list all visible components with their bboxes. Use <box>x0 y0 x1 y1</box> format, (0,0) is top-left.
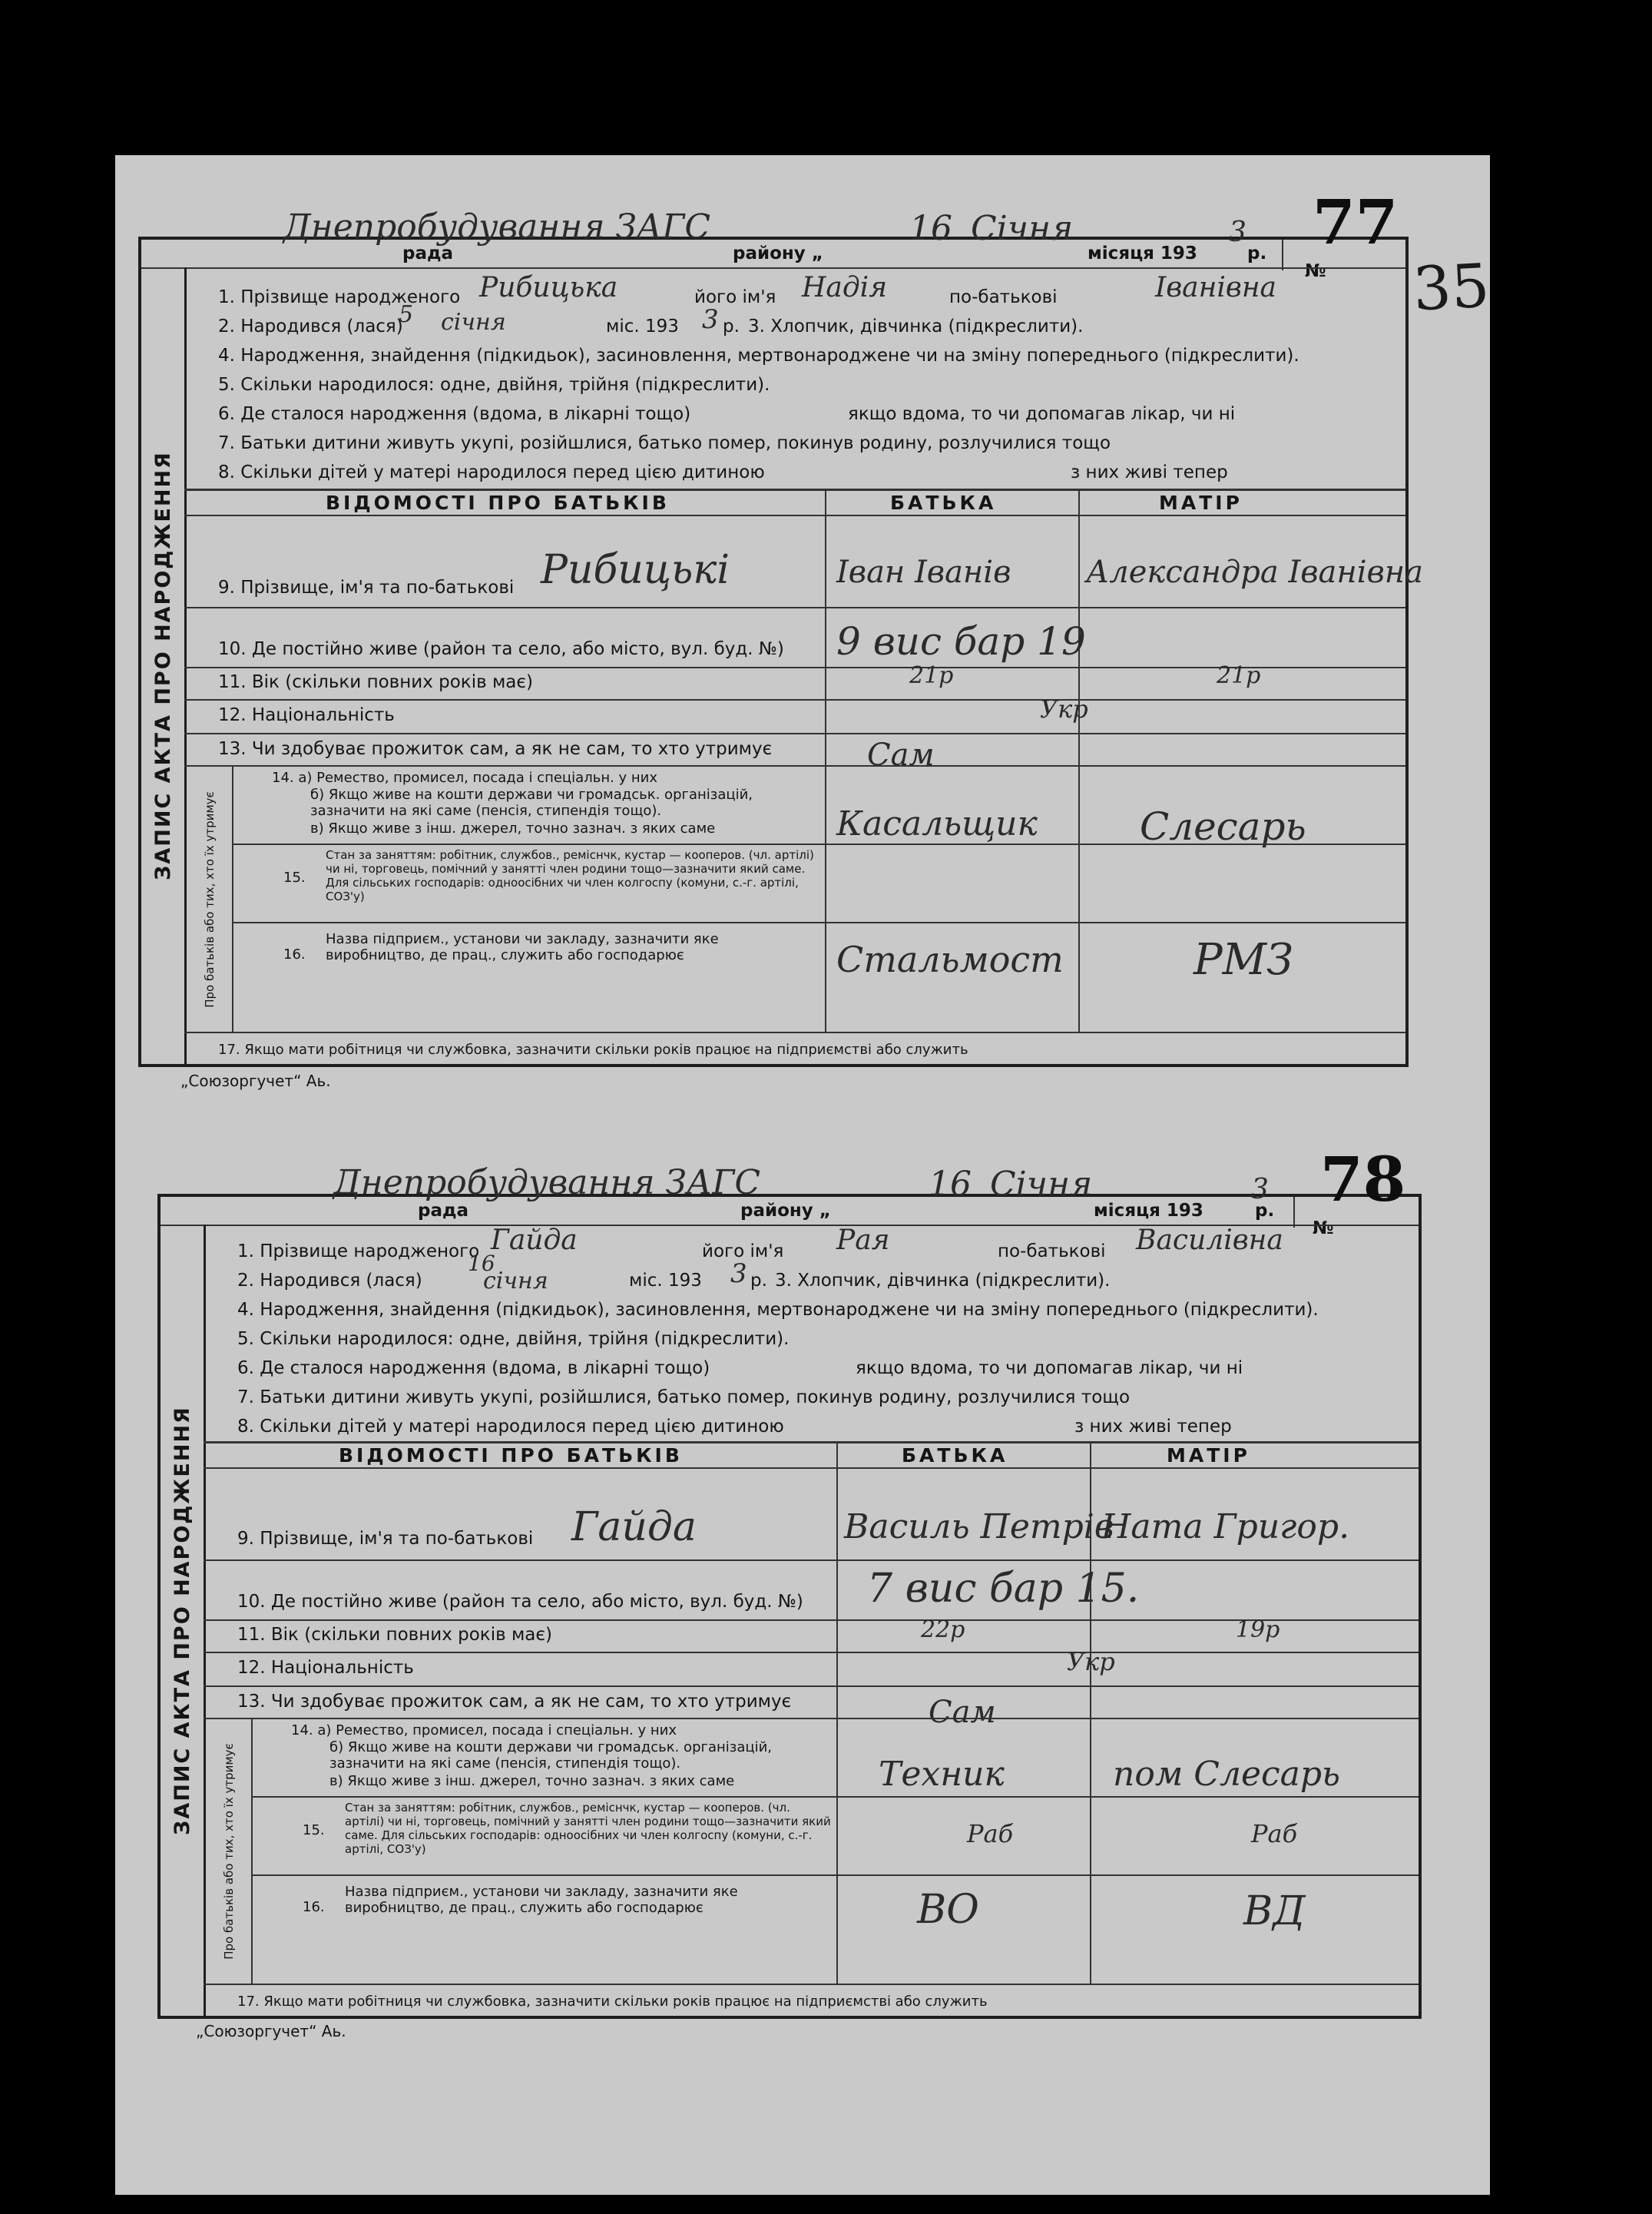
line-1-label: 1. Прізвище народженого <box>237 1241 480 1261</box>
row-9-label: 9. Прізвище, ім'я та по-батькові <box>237 1529 534 1549</box>
line-2-label: 2. Народився (лася) <box>218 317 403 336</box>
table-header-info: ВІДОМОСТІ ПРО БАТЬКІВ <box>326 492 670 514</box>
line-6-label: 6. Де сталося народження (вдома, в лікарні тощо) <box>237 1358 710 1378</box>
row-15-label: Стан за заняттям: робітник, службов., реміснчк, кустар — кооперов. (чл. артілі) чи ні, торговець, помічний у занятті член родини тощо—зазначити який саме. Для сільських господарів: одноосібних чи член колгоспу (комуни, с.-г. артілі, СОЗ'у) <box>345 1801 831 1856</box>
birth-record-form <box>157 1143 1422 2019</box>
hw-child-surname: Рибицька <box>479 272 618 303</box>
line-2-mis: міс. 193 <box>629 1271 702 1291</box>
line-6b-label: якщо вдома, то чи допомагав лікар, чи ні <box>856 1358 1243 1378</box>
page-number: 35 <box>1411 251 1491 325</box>
row-13-label: 13. Чи здобуває прожиток сам, а як не сам, то хто утримує <box>218 739 773 759</box>
line-8-label: 8. Скільки дітей у матері народилося перед цією дитиною <box>237 1417 784 1437</box>
line-6b-label: якщо вдома, то чи допомагав лікар, чи ні <box>848 404 1236 424</box>
row-16-label: Назва підприєм., установи чи закладу, зазначити яке виробництво, де прац., служить або господарює <box>345 1884 738 1916</box>
hw-child-name: Рая <box>836 1225 890 1256</box>
row-11-label: 11. Вік (скільки повних років має) <box>237 1625 553 1645</box>
line-2-label: 2. Народився (лася) <box>237 1271 422 1291</box>
hw-father-name: Василь Петрів <box>844 1507 1114 1546</box>
hw-mother-name: Ната Григор. <box>1101 1507 1350 1546</box>
hw-mother-age: 19р <box>1236 1616 1280 1643</box>
line-2-p: р. <box>750 1271 767 1291</box>
header-raion-label: району „ <box>740 1201 831 1221</box>
hw-family-surname: Рибицькі <box>541 547 730 593</box>
hw-mother-age: 21р <box>1217 662 1261 689</box>
row-14c-label: в) Якщо живе з інш. джерел, точно зазнач. з яких саме <box>329 1773 735 1789</box>
hw-nationality: Укр <box>1040 694 1088 724</box>
row-16-num: 16. <box>283 946 306 963</box>
birth-record-form <box>138 186 1423 1067</box>
line-8-label: 8. Скільки дітей у матері народилося перед цією дитиною <box>218 462 765 482</box>
hw-father-age: 22р <box>921 1616 965 1643</box>
row-14a-label: 14. а) Ремество, промисел, посада і спеціальн. у них <box>272 770 658 786</box>
vertical-title-column <box>141 267 187 1064</box>
line-5-label: 5. Скільки народилося: одне, двійня, трійня (підкреслити). <box>218 375 770 395</box>
hw-born-year: 3 <box>702 304 719 335</box>
hw-father-age: 21р <box>909 662 954 689</box>
vertical-subtitle: Про батьків або тих, хто їх утримує <box>222 1743 237 1960</box>
hw-mother-occupation: Слесарь <box>1140 804 1306 849</box>
hw-child-patronymic: Василівна <box>1136 1225 1283 1256</box>
table-header-info: ВІДОМОСТІ ПРО БАТЬКІВ <box>339 1444 683 1467</box>
line-4-label: 4. Народження, знайдення (підкидьок), засиновлення, мертвонароджене чи на зміну попереднього (підкреслити). <box>237 1300 1319 1320</box>
hw-header-year: 3 <box>1229 217 1246 248</box>
footer-printer-mark: „Союзоргучет“ Аь. <box>196 2022 346 2040</box>
hw-header-place: Днепробудування ЗАГС <box>283 207 711 247</box>
hw-born-day: 5 <box>399 301 414 328</box>
header-no-label: № <box>1313 1218 1334 1238</box>
header-rada-label: рада <box>418 1201 469 1221</box>
hw-nationality: Укр <box>1067 1647 1115 1676</box>
table-header-father: БАТЬКА <box>890 492 997 514</box>
hw-father-workplace: Стальмост <box>836 939 1064 980</box>
line-1-patr-label: по-батькові <box>998 1241 1106 1261</box>
vertical-title: ЗАПИС АКТА ПРО НАРОДЖЕННЯ <box>170 1405 194 1835</box>
line-7-label: 7. Батьки дитини живуть укупі, розійшлися, батько помер, покинув родину, розлучилися тощо <box>218 433 1111 453</box>
line-2-mis: міс. 193 <box>606 317 679 336</box>
hw-born-day: 16 <box>468 1251 495 1276</box>
hw-mother-workplace: ВД <box>1243 1888 1306 1934</box>
row-11-label: 11. Вік (скільки повних років має) <box>218 672 534 692</box>
hw-header-day: 16 <box>929 1165 972 1204</box>
hw-father-status: Раб <box>967 1819 1014 1848</box>
hw-address: 7 вис бар 15. <box>867 1566 1140 1612</box>
header-rada-label: рада <box>402 244 454 263</box>
hw-child-surname: Гайда <box>491 1225 578 1256</box>
hw-header-place: Днепробудування ЗАГС <box>333 1163 761 1202</box>
header-no-label: № <box>1305 261 1326 281</box>
hw-child-patronymic: Іванівна <box>1155 272 1276 303</box>
line-2-p: р. <box>723 317 740 336</box>
line-7-label: 7. Батьки дитини живуть укупі, розійшлися, батько помер, покинув родину, розлучилися тощо <box>237 1387 1131 1407</box>
table-header-mother: МАТІР <box>1159 492 1243 514</box>
header-raion-label: району „ <box>733 244 823 263</box>
row-15-num: 15. <box>303 1822 325 1838</box>
hw-father-name: Іван Іванів <box>836 555 1011 590</box>
hw-father-workplace: ВО <box>917 1887 979 1933</box>
vertical-title: ЗАПИС АКТА ПРО НАРОДЖЕННЯ <box>151 451 175 880</box>
line-5-label: 5. Скільки народилося: одне, двійня, трійня (підкреслити). <box>237 1329 790 1349</box>
row-15-num: 15. <box>283 870 306 886</box>
hw-mother-occupation: пом Слесарь <box>1113 1755 1341 1794</box>
hw-born-year: 3 <box>730 1258 747 1289</box>
row-16-num: 16. <box>303 1899 325 1915</box>
hw-mother-status: Раб <box>1251 1819 1298 1848</box>
row-17-label: 17. Якщо мати робітниця чи службовка, зазначити скільки років працює на підприємстві або служить <box>237 1994 988 2010</box>
row-9-label: 9. Прізвище, ім'я та по-батькові <box>218 578 515 598</box>
row-14a-label: 14. а) Ремество, промисел, посада і спеціальн. у них <box>291 1722 677 1738</box>
vertical-subtitle: Про батьків або тих, хто їх утримує <box>203 790 217 1008</box>
row-16-label: Назва підприєм., установи чи закладу, зазначити яке виробництво, де прац., служить або господарює <box>326 931 719 963</box>
line-3-label: 3. Хлопчик, дівчинка (підкреслити). <box>748 317 1084 336</box>
row-10-label: 10. Де постійно живе (район та село, або місто, вул. буд. №) <box>218 639 784 659</box>
hw-address: 9 вис бар 19 <box>836 619 1086 664</box>
row-15-label: Стан за заняттям: робітник, службов., реміснчк, кустар — кооперов. (чл. артілі) чи ні, торговець, помічний у занятті член родини тощо—зазначити який саме. Для сільських господарів: одноосібних чи член колгоспу (комуни, с.-г. артілі, СОЗ'у) <box>326 848 814 903</box>
header-year-suffix: р. <box>1255 1201 1275 1221</box>
hw-father-occupation: Касальщик <box>836 804 1038 844</box>
line-6-label: 6. Де сталося народження (вдома, в лікарні тощо) <box>218 404 691 424</box>
row-12-label: 12. Національність <box>218 705 395 725</box>
vertical-subtitle-column <box>207 1718 253 1985</box>
vertical-title-column <box>161 1225 206 2016</box>
header-month-label: місяця 193 <box>1088 244 1197 263</box>
line-1-label: 1. Прізвище народженого <box>218 287 461 307</box>
line-8b-label: з них живі тепер <box>1071 462 1228 482</box>
table-header-father: БАТЬКА <box>902 1444 1008 1467</box>
header-year-suffix: р. <box>1247 244 1267 263</box>
line-1-patr-label: по-батькові <box>949 287 1058 307</box>
row-10-label: 10. Де постійно живе (район та село, або місто, вул. буд. №) <box>237 1592 803 1612</box>
header-month-label: місяця 193 <box>1094 1201 1203 1221</box>
hw-family-surname: Гайда <box>571 1504 697 1550</box>
hw-mother-workplace: РМЗ <box>1193 935 1293 985</box>
row-13-label: 13. Чи здобуває прожиток сам, а як не сам, то хто утримує <box>237 1692 792 1712</box>
hw-child-name: Надія <box>802 272 888 303</box>
row-14b-label: б) Якщо живе на кошти держави чи громадськ. організацій, зазначити на які саме (пенсія, стипендія тощо). <box>329 1739 773 1772</box>
hw-header-year: 3 <box>1251 1174 1269 1205</box>
row-14b-label: б) Якщо живе на кошти держави чи громадськ. організацій, зазначити на які саме (пенсія, стипендія тощо). <box>310 787 753 819</box>
hw-header-month: Січня <box>971 209 1074 248</box>
line-4-label: 4. Народження, знайдення (підкидьок), засиновлення, мертвонароджене чи на зміну попереднього (підкреслити). <box>218 346 1299 366</box>
record-number: 78 <box>1320 1143 1406 1215</box>
line-1-name-label: його ім'я <box>702 1241 784 1261</box>
row-14c-label: в) Якщо живе з інш. джерел, точно зазнач. з яких саме <box>310 820 716 837</box>
hw-born-month: січня <box>483 1268 548 1294</box>
row-17-label: 17. Якщо мати робітниця чи службовка, зазначити скільки років працює на підприємстві або служить <box>218 1042 968 1058</box>
line-3-label: 3. Хлопчик, дівчинка (підкреслити). <box>775 1271 1111 1291</box>
hw-header-day: 16 <box>909 209 952 248</box>
footer-printer-mark: „Союзоргучет“ Аь. <box>180 1072 331 1090</box>
hw-father-occupation: Техник <box>879 1755 1005 1794</box>
hw-income: Сам <box>867 737 935 773</box>
hw-income: Сам <box>929 1695 996 1730</box>
table-header-mother: МАТІР <box>1167 1444 1250 1467</box>
hw-born-month: січня <box>441 309 506 336</box>
vertical-subtitle-column <box>187 765 233 1033</box>
record-number: 77 <box>1313 186 1399 258</box>
line-8b-label: з них живі тепер <box>1074 1417 1232 1437</box>
hw-header-month: Січня <box>990 1165 1093 1204</box>
hw-mother-name: Александра Іванівна <box>1086 555 1423 590</box>
row-12-label: 12. Національність <box>237 1658 414 1678</box>
line-1-name-label: його ім'я <box>694 287 776 307</box>
